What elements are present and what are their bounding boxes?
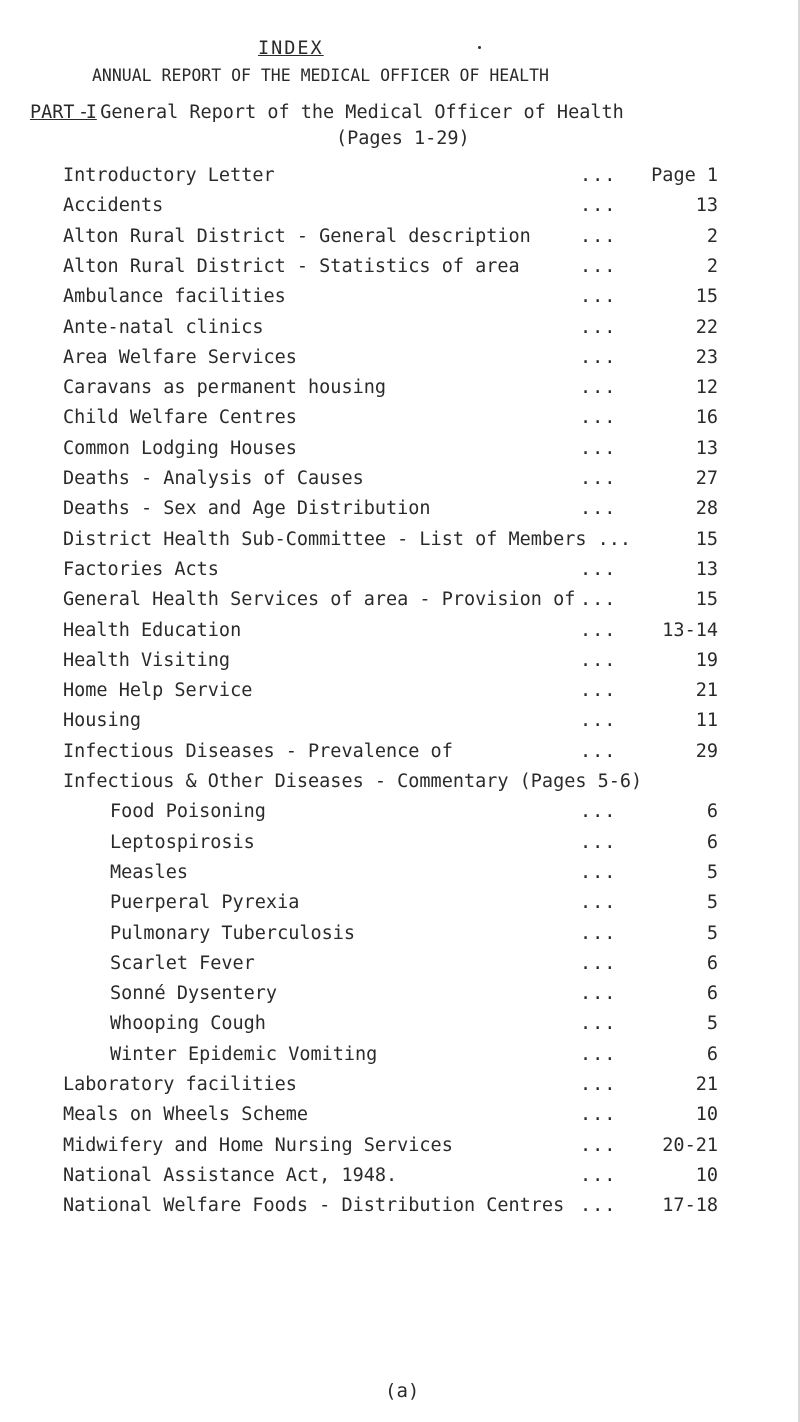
entry-label: Housing — [63, 710, 141, 732]
index-entry — [0, 832, 800, 863]
entry-label: Health Education — [63, 619, 242, 641]
entry-label: Home Help Service — [63, 680, 253, 702]
index-entry — [0, 256, 800, 287]
entry-page: 29 — [695, 740, 718, 762]
index-entry — [0, 710, 800, 741]
entry-page: 17-18 — [662, 1195, 718, 1217]
entry-label: Puerperal Pyrexia — [110, 892, 300, 914]
part-label: PART I — [30, 102, 97, 123]
entry-leader-dots: ... — [580, 589, 617, 611]
index-entry — [0, 589, 800, 620]
entry-page: 5 — [706, 892, 718, 914]
entry-leader-dots: ... — [580, 1195, 617, 1217]
entry-leader-dots: ... — [580, 649, 617, 671]
entry-leader-dots: ... — [580, 1013, 617, 1035]
entry-page: 6 — [706, 983, 718, 1005]
entry-leader-dots: ... — [580, 861, 617, 883]
index-entry — [0, 1074, 800, 1105]
entry-label: Health Visiting — [63, 649, 231, 671]
entry-label: Winter Epidemic Vomiting — [110, 1043, 378, 1065]
entry-page: 28 — [695, 498, 718, 520]
entry-leader-dots: ... — [580, 1104, 617, 1126]
index-entry — [0, 1195, 800, 1226]
part-description: - General Report of the Medical Officer of Health — [78, 102, 624, 123]
entry-label: Introductory Letter — [63, 165, 275, 186]
entry-label: General Health Services of area - Provision of — [63, 589, 576, 611]
entry-label: Alton Rural District - Statistics of area — [63, 255, 520, 277]
entry-leader-dots: ... — [580, 377, 617, 399]
entry-page: Page 1 — [651, 165, 718, 186]
entry-label: Infectious Diseases - Prevalence of — [63, 740, 453, 762]
entry-page: 5 — [706, 861, 718, 883]
entry-leader-dots: ... — [580, 407, 617, 429]
entry-page: 10 — [695, 1164, 718, 1186]
entry-leader-dots: ... — [580, 801, 617, 823]
index-entry — [0, 226, 800, 257]
entry-label: Pulmonary Tuberculosis — [110, 922, 356, 944]
index-entry — [0, 1135, 800, 1166]
index-entry — [0, 498, 800, 529]
entry-page: 19 — [695, 649, 718, 671]
index-entry — [0, 650, 800, 681]
entry-label: Ante-natal clinics — [63, 316, 264, 338]
entry-label: Sonné Dysentery — [110, 983, 278, 1005]
entry-leader-dots: ... — [580, 1043, 617, 1065]
entry-label: Caravans as permanent housing — [63, 377, 387, 399]
entry-leader-dots: ... — [580, 619, 617, 641]
entry-leader-dots: ... — [580, 740, 617, 762]
entry-page: 21 — [695, 680, 718, 702]
entry-leader-dots: ... — [580, 831, 617, 853]
index-entry — [0, 559, 800, 590]
entry-page: 11 — [695, 710, 718, 732]
entry-page: 10 — [695, 1104, 718, 1126]
entry-leader-dots: ... — [580, 922, 617, 944]
entry-page: 5 — [706, 922, 718, 944]
entry-page: 6 — [706, 801, 718, 823]
index-entry — [0, 680, 800, 711]
entry-label: Deaths - Analysis of Causes — [63, 468, 364, 489]
entry-leader-dots: ... — [580, 165, 617, 186]
entry-label: Measles — [110, 861, 188, 883]
index-entry — [0, 862, 800, 893]
entry-page: 6 — [706, 831, 718, 853]
index-entry — [0, 468, 800, 499]
index-entry — [0, 1013, 800, 1044]
entry-leader-dots: ... — [580, 952, 617, 974]
entry-page: 13 — [695, 437, 718, 459]
index-entry — [0, 1044, 800, 1075]
entry-page: 27 — [695, 468, 718, 489]
entry-leader-dots: ... — [580, 316, 617, 338]
index-entry — [0, 771, 800, 802]
entry-leader-dots: ... — [580, 680, 617, 702]
index-entry — [0, 377, 800, 408]
entry-leader-dots: ... — [580, 983, 617, 1005]
entry-page: 15 — [695, 286, 718, 308]
entry-page: 15 — [695, 589, 718, 611]
index-entry — [0, 165, 800, 196]
entry-leader-dots: ... — [580, 498, 617, 520]
entry-leader-dots: ... — [580, 346, 617, 368]
entry-leader-dots: ... — [580, 437, 617, 459]
entry-leader-dots: ... — [580, 255, 617, 277]
index-entry — [0, 286, 800, 317]
entry-leader-dots: ... — [580, 892, 617, 914]
entry-label: Leptospirosis — [110, 831, 255, 853]
index-entry — [0, 347, 800, 378]
page-title: INDEX — [258, 38, 324, 59]
entry-label: Scarlet Fever — [110, 952, 255, 974]
page-marker: (a) — [385, 1380, 420, 1402]
stray-dot-mark — [478, 46, 481, 49]
entry-page: 22 — [695, 316, 718, 338]
entry-label: Meals on Wheels Scheme — [63, 1104, 309, 1126]
entry-page: 13 — [695, 558, 718, 580]
entry-label: Common Lodging Houses — [63, 437, 297, 459]
entry-leader-dots: ... — [580, 286, 617, 308]
report-subtitle: ANNUAL REPORT OF THE MEDICAL OFFICER OF HEALTH — [92, 66, 549, 85]
index-entry — [0, 892, 800, 923]
index-entry — [0, 1104, 800, 1135]
entry-page: 12 — [695, 377, 718, 399]
entry-label: National Assistance Act, 1948. — [63, 1164, 398, 1186]
entry-leader-dots: ... — [580, 468, 617, 489]
index-entry — [0, 801, 800, 832]
entry-leader-dots: ... — [580, 710, 617, 732]
entry-page: 2 — [706, 255, 718, 277]
entry-leader-dots: ... — [580, 225, 617, 247]
entry-leader-dots: ... — [580, 558, 617, 580]
entry-label: National Welfare Foods - Distribution Centres — [63, 1195, 565, 1217]
entry-page: 23 — [695, 346, 718, 368]
entry-label: Midwifery and Home Nursing Services — [63, 1134, 453, 1156]
entry-leader-dots: ... — [580, 1134, 617, 1156]
entry-label: Infectious & Other Diseases - Commentary (Pages 5-6) — [63, 771, 643, 792]
entry-label: Factories Acts — [63, 558, 219, 580]
index-entry — [0, 741, 800, 772]
entry-label: Child Welfare Centres — [63, 407, 297, 429]
index-entry — [0, 983, 800, 1014]
entry-label: Ambulance facilities — [63, 286, 286, 308]
entry-leader-dots: ... — [580, 1164, 617, 1186]
index-entry — [0, 438, 800, 469]
entry-label: Whooping Cough — [110, 1013, 266, 1035]
entry-leader-dots: ... — [580, 195, 617, 217]
entry-page: 21 — [695, 1074, 718, 1095]
entry-page: 6 — [706, 952, 718, 974]
index-entry — [0, 407, 800, 438]
entry-page: 15 — [695, 528, 718, 550]
index-entry — [0, 620, 800, 651]
entry-label: Laboratory facilities — [63, 1074, 297, 1095]
index-entry — [0, 317, 800, 348]
entry-label: Deaths - Sex and Age Distribution — [63, 498, 431, 520]
entry-leader-dots: ... — [580, 1074, 617, 1095]
entry-label: Area Welfare Services — [63, 346, 297, 368]
entry-page: 20-21 — [662, 1134, 718, 1156]
entry-page: 6 — [706, 1043, 718, 1065]
entry-label: Food Poisoning — [110, 801, 266, 823]
index-entry — [0, 195, 800, 226]
entry-label: District Health Sub-Committee - List of Members ... — [63, 528, 632, 550]
index-entry — [0, 529, 800, 560]
entry-label: Alton Rural District - General description — [63, 225, 531, 247]
entry-page: 13 — [695, 195, 718, 217]
entry-page: 16 — [695, 407, 718, 429]
entry-page: 5 — [706, 1013, 718, 1035]
index-entry — [0, 953, 800, 984]
pages-note: (Pages 1-29) — [336, 128, 470, 149]
entry-label: Accidents — [63, 195, 164, 217]
index-entry — [0, 1165, 800, 1196]
entry-page: 2 — [706, 225, 718, 247]
index-entry — [0, 923, 800, 954]
entry-page: 13-14 — [662, 619, 718, 641]
